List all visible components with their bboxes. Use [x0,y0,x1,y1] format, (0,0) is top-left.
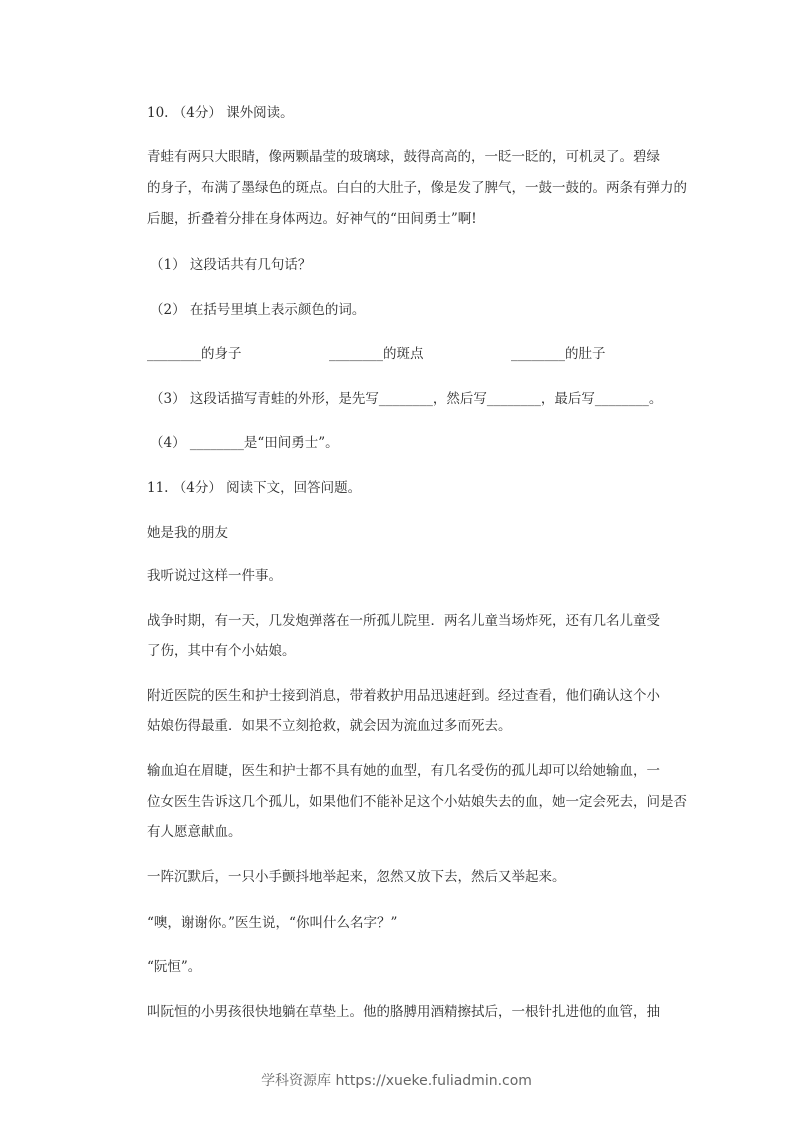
story-title: 她是我的朋友 [147,525,228,541]
passage-line: 后腿，折叠着分排在身体两边。好神气的“田间勇士”啊! [147,211,477,227]
sub-question-3: （3） 这段话描写青蛙的外形，是先写________，然后写________，最后写________。 [150,391,663,407]
blank-belly: ________的肚子 [511,346,606,362]
story-line: 了伤，其中有个小姑娘。 [147,643,296,659]
footer-watermark: 学科资源库 https://xueke.fuliadmin.com [261,1073,532,1089]
story-line: 附近医院的医生和护士接到消息，带着救护用品迅速赶到。经过查看，他们确认这个小 [147,688,660,704]
story-line: 我听说过这样一件事。 [147,568,282,584]
story-line: 输血迫在眉睫，医生和护士都不具有她的血型，有几名受伤的孤儿却可以给她输血，一 [147,763,660,779]
question-10-header: 10. （4分） 课外阅读。 [147,105,294,121]
story-line: 战争时期，有一天，几发炮弹落在一所孤儿院里．两名儿童当场炸死，还有几名儿童受 [147,613,660,629]
story-line: 有人愿意献血。 [147,824,242,840]
story-line: “阮恒”。 [147,959,202,975]
story-line: 一阵沉默后，一只小手颤抖地举起来，忽然又放下去，然后又举起来。 [147,869,566,885]
sub-question-2: （2） 在括号里填上表示颜色的词。 [150,302,366,318]
story-line: 叫阮恒的小男孩很快地躺在草垫上。他的胳膊用酒精擦拭后，一根针扎进他的血管，抽 [147,1004,660,1020]
blank-body: ________的身子 [147,346,242,362]
question-11-header: 11. （4分） 阅读下文，回答问题。 [147,480,362,496]
story-line: “噢，谢谢你。”医生说，“你叫什么名字？” [147,915,398,931]
blank-spots: ________的斑点 [329,346,424,362]
sub-question-1: （1） 这段话共有几句话？ [150,257,312,273]
story-line: 姑娘伤得最重．如果不立刻抢救，就会因为流血过多而死去。 [147,718,512,734]
sub-question-4: （4） ________是“田间勇士”。 [150,435,339,451]
passage-line: 青蛙有两只大眼睛，像两颗晶莹的玻璃球，鼓得高高的，一眨一眨的，可机灵了。碧绿 [147,149,660,165]
story-line: 位女医生告诉这几个孤儿，如果他们不能补足这个小姑娘失去的血，她一定会死去，问是否 [147,794,687,810]
passage-line: 的身子，布满了墨绿色的斑点。白白的大肚子，像是发了脾气，一鼓一鼓的。两条有弹力的 [147,180,687,196]
